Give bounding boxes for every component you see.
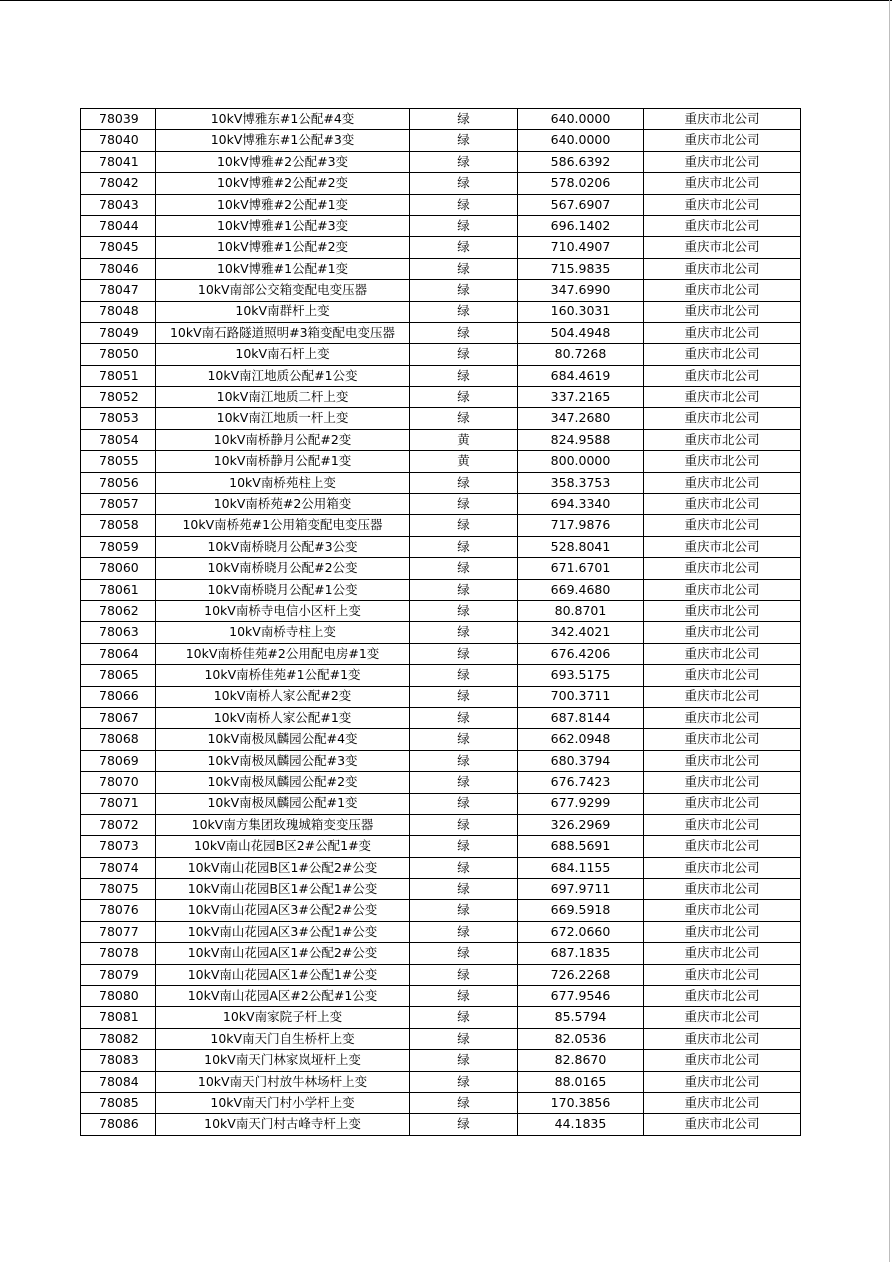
row-id-cell: 78061 — [81, 579, 156, 600]
company-cell: 重庆市北公司 — [644, 921, 801, 942]
table-row — [81, 836, 801, 857]
status-color-cell: 绿 — [410, 237, 518, 258]
row-id-cell: 78062 — [81, 600, 156, 621]
row-id-cell: 78053 — [81, 408, 156, 429]
table-row — [81, 451, 801, 472]
value-cell: 85.5794 — [518, 1007, 644, 1028]
company-cell: 重庆市北公司 — [644, 536, 801, 557]
status-color-cell: 绿 — [410, 600, 518, 621]
status-color-cell: 绿 — [410, 536, 518, 557]
value-cell: 44.1835 — [518, 1114, 644, 1135]
value-cell: 160.3031 — [518, 301, 644, 322]
company-cell: 重庆市北公司 — [644, 558, 801, 579]
value-cell: 640.0000 — [518, 130, 644, 151]
table-row — [81, 130, 801, 151]
table-row — [81, 365, 801, 386]
row-id-cell: 78050 — [81, 344, 156, 365]
company-cell: 重庆市北公司 — [644, 1071, 801, 1092]
value-cell: 710.4907 — [518, 237, 644, 258]
row-id-cell: 78069 — [81, 750, 156, 771]
row-id-cell: 78048 — [81, 301, 156, 322]
status-color-cell: 绿 — [410, 1071, 518, 1092]
status-color-cell: 绿 — [410, 750, 518, 771]
value-cell: 672.0660 — [518, 921, 644, 942]
row-id-cell: 78052 — [81, 387, 156, 408]
table-row — [81, 1050, 801, 1071]
status-color-cell: 绿 — [410, 515, 518, 536]
device-name-cell: 10kV博雅#1公配#2变 — [156, 237, 410, 258]
row-id-cell: 78044 — [81, 215, 156, 236]
value-cell: 662.0948 — [518, 729, 644, 750]
company-cell: 重庆市北公司 — [644, 1007, 801, 1028]
page-top-rule — [0, 0, 892, 1]
company-cell: 重庆市北公司 — [644, 772, 801, 793]
status-color-cell: 绿 — [410, 280, 518, 301]
value-cell: 82.8670 — [518, 1050, 644, 1071]
device-name-cell: 10kV南桥寺电信小区杆上变 — [156, 600, 410, 621]
status-color-cell: 绿 — [410, 558, 518, 579]
device-name-cell: 10kV南桥晓月公配#1公变 — [156, 579, 410, 600]
status-color-cell: 绿 — [410, 365, 518, 386]
row-id-cell: 78086 — [81, 1114, 156, 1135]
device-name-cell: 10kV博雅#1公配#1变 — [156, 258, 410, 279]
value-cell: 680.3794 — [518, 750, 644, 771]
row-id-cell: 78045 — [81, 237, 156, 258]
row-id-cell: 78057 — [81, 494, 156, 515]
table-row — [81, 429, 801, 450]
device-name-cell: 10kV博雅#2公配#3变 — [156, 151, 410, 172]
row-id-cell: 78079 — [81, 964, 156, 985]
device-name-cell: 10kV博雅东#1公配#4变 — [156, 109, 410, 130]
table-row — [81, 1114, 801, 1135]
device-name-cell: 10kV南山花园A区1#公配1#公变 — [156, 964, 410, 985]
value-cell: 671.6701 — [518, 558, 644, 579]
value-cell: 677.9299 — [518, 793, 644, 814]
status-color-cell: 黄 — [410, 451, 518, 472]
company-cell: 重庆市北公司 — [644, 814, 801, 835]
table-row — [81, 322, 801, 343]
row-id-cell: 78074 — [81, 857, 156, 878]
device-name-cell: 10kV南桥人家公配#1变 — [156, 707, 410, 728]
value-cell: 337.2165 — [518, 387, 644, 408]
value-cell: 82.0536 — [518, 1028, 644, 1049]
table-row — [81, 707, 801, 728]
row-id-cell: 78071 — [81, 793, 156, 814]
value-cell: 528.8041 — [518, 536, 644, 557]
device-name-cell: 10kV博雅#2公配#2变 — [156, 173, 410, 194]
status-color-cell: 绿 — [410, 622, 518, 643]
device-name-cell: 10kV南桥苑#2公用箱变 — [156, 494, 410, 515]
value-cell: 669.5918 — [518, 900, 644, 921]
company-cell: 重庆市北公司 — [644, 836, 801, 857]
company-cell: 重庆市北公司 — [644, 301, 801, 322]
row-id-cell: 78059 — [81, 536, 156, 557]
table-row — [81, 921, 801, 942]
status-color-cell: 绿 — [410, 301, 518, 322]
table-row — [81, 215, 801, 236]
table-body — [81, 109, 801, 1136]
row-id-cell: 78060 — [81, 558, 156, 579]
device-name-cell: 10kV南桥寺柱上变 — [156, 622, 410, 643]
status-color-cell: 绿 — [410, 151, 518, 172]
row-id-cell: 78055 — [81, 451, 156, 472]
row-id-cell: 78083 — [81, 1050, 156, 1071]
value-cell: 688.5691 — [518, 836, 644, 857]
table-row — [81, 237, 801, 258]
status-color-cell: 绿 — [410, 494, 518, 515]
device-name-cell: 10kV南天门自生桥杆上变 — [156, 1028, 410, 1049]
row-id-cell: 78067 — [81, 707, 156, 728]
status-color-cell: 绿 — [410, 879, 518, 900]
row-id-cell: 78070 — [81, 772, 156, 793]
company-cell: 重庆市北公司 — [644, 879, 801, 900]
status-color-cell: 绿 — [410, 814, 518, 835]
row-id-cell: 78081 — [81, 1007, 156, 1028]
value-cell: 715.9835 — [518, 258, 644, 279]
row-id-cell: 78078 — [81, 943, 156, 964]
status-color-cell: 绿 — [410, 130, 518, 151]
device-name-cell: 10kV南山花园A区#2公配#1公变 — [156, 986, 410, 1007]
table-row — [81, 857, 801, 878]
status-color-cell: 黄 — [410, 429, 518, 450]
company-cell: 重庆市北公司 — [644, 1028, 801, 1049]
value-cell: 687.1835 — [518, 943, 644, 964]
device-name-cell: 10kV南极凤麟园公配#4变 — [156, 729, 410, 750]
table-row — [81, 943, 801, 964]
table-row — [81, 301, 801, 322]
device-name-cell: 10kV南江地质一杆上变 — [156, 408, 410, 429]
table-row — [81, 579, 801, 600]
status-color-cell: 绿 — [410, 900, 518, 921]
device-name-cell: 10kV南山花园B区2#公配1#变 — [156, 836, 410, 857]
company-cell: 重庆市北公司 — [644, 1114, 801, 1135]
status-color-cell: 绿 — [410, 643, 518, 664]
table-row — [81, 109, 801, 130]
company-cell: 重庆市北公司 — [644, 793, 801, 814]
row-id-cell: 78066 — [81, 686, 156, 707]
company-cell: 重庆市北公司 — [644, 258, 801, 279]
page-right-edge — [889, 0, 890, 1262]
status-color-cell: 绿 — [410, 579, 518, 600]
device-name-cell: 10kV南群杆上变 — [156, 301, 410, 322]
table-row — [81, 772, 801, 793]
status-color-cell: 绿 — [410, 1007, 518, 1028]
company-cell: 重庆市北公司 — [644, 280, 801, 301]
status-color-cell: 绿 — [410, 793, 518, 814]
status-color-cell: 绿 — [410, 194, 518, 215]
table-row — [81, 986, 801, 1007]
table-row — [81, 280, 801, 301]
table-row — [81, 793, 801, 814]
device-name-cell: 10kV南桥人家公配#2变 — [156, 686, 410, 707]
table-row — [81, 472, 801, 493]
value-cell: 676.7423 — [518, 772, 644, 793]
value-cell: 676.4206 — [518, 643, 644, 664]
device-name-cell: 10kV南天门村小学杆上变 — [156, 1092, 410, 1113]
table-row — [81, 1028, 801, 1049]
row-id-cell: 78042 — [81, 173, 156, 194]
company-cell: 重庆市北公司 — [644, 451, 801, 472]
value-cell: 684.4619 — [518, 365, 644, 386]
device-name-cell: 10kV南山花园A区3#公配1#公变 — [156, 921, 410, 942]
table-row — [81, 814, 801, 835]
company-cell: 重庆市北公司 — [644, 579, 801, 600]
value-cell: 669.4680 — [518, 579, 644, 600]
company-cell: 重庆市北公司 — [644, 151, 801, 172]
device-name-cell: 10kV南江地质公配#1公变 — [156, 365, 410, 386]
row-id-cell: 78056 — [81, 472, 156, 493]
value-cell: 800.0000 — [518, 451, 644, 472]
row-id-cell: 78073 — [81, 836, 156, 857]
table-row — [81, 600, 801, 621]
value-cell: 326.2969 — [518, 814, 644, 835]
company-cell: 重庆市北公司 — [644, 857, 801, 878]
device-name-cell: 10kV南极凤麟园公配#1变 — [156, 793, 410, 814]
company-cell: 重庆市北公司 — [644, 194, 801, 215]
row-id-cell: 78085 — [81, 1092, 156, 1113]
company-cell: 重庆市北公司 — [644, 344, 801, 365]
row-id-cell: 78080 — [81, 986, 156, 1007]
value-cell: 640.0000 — [518, 109, 644, 130]
status-color-cell: 绿 — [410, 707, 518, 728]
device-name-cell: 10kV南桥苑#1公用箱变配电变压器 — [156, 515, 410, 536]
device-name-cell: 10kV南石杆上变 — [156, 344, 410, 365]
status-color-cell: 绿 — [410, 258, 518, 279]
status-color-cell: 绿 — [410, 472, 518, 493]
table-row — [81, 558, 801, 579]
table-row — [81, 494, 801, 515]
company-cell: 重庆市北公司 — [644, 322, 801, 343]
status-color-cell: 绿 — [410, 215, 518, 236]
company-cell: 重庆市北公司 — [644, 215, 801, 236]
row-id-cell: 78068 — [81, 729, 156, 750]
row-id-cell: 78075 — [81, 879, 156, 900]
device-name-cell: 10kV南山花园A区3#公配2#公变 — [156, 900, 410, 921]
company-cell: 重庆市北公司 — [644, 900, 801, 921]
row-id-cell: 78063 — [81, 622, 156, 643]
status-color-cell: 绿 — [410, 1050, 518, 1071]
row-id-cell: 78072 — [81, 814, 156, 835]
table-row — [81, 665, 801, 686]
device-name-cell: 10kV南天门村放牛林场杆上变 — [156, 1071, 410, 1092]
value-cell: 726.2268 — [518, 964, 644, 985]
row-id-cell: 78084 — [81, 1071, 156, 1092]
value-cell: 717.9876 — [518, 515, 644, 536]
device-name-cell: 10kV南极凤麟园公配#3变 — [156, 750, 410, 771]
device-name-cell: 10kV南方集团玫瑰城箱变变压器 — [156, 814, 410, 835]
table-row — [81, 344, 801, 365]
table-row — [81, 622, 801, 643]
value-cell: 88.0165 — [518, 1071, 644, 1092]
table-row — [81, 643, 801, 664]
row-id-cell: 78082 — [81, 1028, 156, 1049]
value-cell: 80.7268 — [518, 344, 644, 365]
status-color-cell: 绿 — [410, 173, 518, 194]
table-row — [81, 515, 801, 536]
company-cell: 重庆市北公司 — [644, 964, 801, 985]
company-cell: 重庆市北公司 — [644, 1050, 801, 1071]
value-cell: 700.3711 — [518, 686, 644, 707]
value-cell: 504.4948 — [518, 322, 644, 343]
device-name-cell: 10kV博雅#1公配#3变 — [156, 215, 410, 236]
status-color-cell: 绿 — [410, 921, 518, 942]
company-cell: 重庆市北公司 — [644, 365, 801, 386]
device-name-cell: 10kV南石路隧道照明#3箱变配电变压器 — [156, 322, 410, 343]
row-id-cell: 78046 — [81, 258, 156, 279]
company-cell: 重庆市北公司 — [644, 494, 801, 515]
status-color-cell: 绿 — [410, 686, 518, 707]
value-cell: 677.9546 — [518, 986, 644, 1007]
status-color-cell: 绿 — [410, 387, 518, 408]
device-name-cell: 10kV南桥静月公配#2变 — [156, 429, 410, 450]
value-cell: 586.6392 — [518, 151, 644, 172]
device-name-cell: 10kV南江地质二杆上变 — [156, 387, 410, 408]
table-row — [81, 258, 801, 279]
row-id-cell: 78040 — [81, 130, 156, 151]
table-row — [81, 879, 801, 900]
status-color-cell: 绿 — [410, 729, 518, 750]
table-row — [81, 1071, 801, 1092]
value-cell: 80.8701 — [518, 600, 644, 621]
status-color-cell: 绿 — [410, 772, 518, 793]
table-row — [81, 387, 801, 408]
table-row — [81, 750, 801, 771]
status-color-cell: 绿 — [410, 408, 518, 429]
status-color-cell: 绿 — [410, 964, 518, 985]
company-cell: 重庆市北公司 — [644, 130, 801, 151]
table-row — [81, 686, 801, 707]
company-cell: 重庆市北公司 — [644, 643, 801, 664]
company-cell: 重庆市北公司 — [644, 707, 801, 728]
company-cell: 重庆市北公司 — [644, 472, 801, 493]
company-cell: 重庆市北公司 — [644, 173, 801, 194]
value-cell: 824.9588 — [518, 429, 644, 450]
value-cell: 567.6907 — [518, 194, 644, 215]
company-cell: 重庆市北公司 — [644, 943, 801, 964]
company-cell: 重庆市北公司 — [644, 429, 801, 450]
value-cell: 687.8144 — [518, 707, 644, 728]
device-name-cell: 10kV博雅东#1公配#3变 — [156, 130, 410, 151]
device-name-cell: 10kV南家院子杆上变 — [156, 1007, 410, 1028]
device-name-cell: 10kV南山花园B区1#公配1#公变 — [156, 879, 410, 900]
device-name-cell: 10kV南天门村古峰寺杆上变 — [156, 1114, 410, 1135]
status-color-cell: 绿 — [410, 986, 518, 1007]
status-color-cell: 绿 — [410, 344, 518, 365]
table-row — [81, 536, 801, 557]
row-id-cell: 78064 — [81, 643, 156, 664]
device-name-cell: 10kV南桥晓月公配#3公变 — [156, 536, 410, 557]
value-cell: 347.2680 — [518, 408, 644, 429]
row-id-cell: 78058 — [81, 515, 156, 536]
status-color-cell: 绿 — [410, 109, 518, 130]
table-row — [81, 900, 801, 921]
row-id-cell: 78049 — [81, 322, 156, 343]
table-row — [81, 729, 801, 750]
row-id-cell: 78047 — [81, 280, 156, 301]
company-cell: 重庆市北公司 — [644, 665, 801, 686]
value-cell: 697.9711 — [518, 879, 644, 900]
company-cell: 重庆市北公司 — [644, 387, 801, 408]
value-cell: 170.3856 — [518, 1092, 644, 1113]
transformer-table — [80, 108, 801, 1136]
device-name-cell: 10kV博雅#2公配#1变 — [156, 194, 410, 215]
company-cell: 重庆市北公司 — [644, 408, 801, 429]
status-color-cell: 绿 — [410, 1028, 518, 1049]
table-row — [81, 1007, 801, 1028]
value-cell: 578.0206 — [518, 173, 644, 194]
company-cell: 重庆市北公司 — [644, 237, 801, 258]
value-cell: 684.1155 — [518, 857, 644, 878]
row-id-cell: 78051 — [81, 365, 156, 386]
device-name-cell: 10kV南极凤麟园公配#2变 — [156, 772, 410, 793]
company-cell: 重庆市北公司 — [644, 600, 801, 621]
row-id-cell: 78043 — [81, 194, 156, 215]
row-id-cell: 78077 — [81, 921, 156, 942]
value-cell: 342.4021 — [518, 622, 644, 643]
company-cell: 重庆市北公司 — [644, 1092, 801, 1113]
company-cell: 重庆市北公司 — [644, 515, 801, 536]
company-cell: 重庆市北公司 — [644, 622, 801, 643]
table-row — [81, 1092, 801, 1113]
status-color-cell: 绿 — [410, 943, 518, 964]
device-name-cell: 10kV南天门林家岚垭杆上变 — [156, 1050, 410, 1071]
value-cell: 694.3340 — [518, 494, 644, 515]
value-cell: 358.3753 — [518, 472, 644, 493]
status-color-cell: 绿 — [410, 836, 518, 857]
row-id-cell: 78054 — [81, 429, 156, 450]
company-cell: 重庆市北公司 — [644, 109, 801, 130]
company-cell: 重庆市北公司 — [644, 750, 801, 771]
device-name-cell: 10kV南山花园A区1#公配2#公变 — [156, 943, 410, 964]
device-name-cell: 10kV南桥佳苑#1公配#1变 — [156, 665, 410, 686]
status-color-cell: 绿 — [410, 857, 518, 878]
table-row — [81, 408, 801, 429]
status-color-cell: 绿 — [410, 1092, 518, 1113]
status-color-cell: 绿 — [410, 665, 518, 686]
row-id-cell: 78065 — [81, 665, 156, 686]
table-row — [81, 964, 801, 985]
value-cell: 696.1402 — [518, 215, 644, 236]
status-color-cell: 绿 — [410, 1114, 518, 1135]
table-row — [81, 151, 801, 172]
company-cell: 重庆市北公司 — [644, 729, 801, 750]
table-row — [81, 173, 801, 194]
device-name-cell: 10kV南山花园B区1#公配2#公变 — [156, 857, 410, 878]
device-name-cell: 10kV南桥苑柱上变 — [156, 472, 410, 493]
row-id-cell: 78039 — [81, 109, 156, 130]
value-cell: 347.6990 — [518, 280, 644, 301]
value-cell: 693.5175 — [518, 665, 644, 686]
device-name-cell: 10kV南桥静月公配#1变 — [156, 451, 410, 472]
row-id-cell: 78076 — [81, 900, 156, 921]
table-row — [81, 194, 801, 215]
device-name-cell: 10kV南部公交箱变配电变压器 — [156, 280, 410, 301]
row-id-cell: 78041 — [81, 151, 156, 172]
company-cell: 重庆市北公司 — [644, 986, 801, 1007]
status-color-cell: 绿 — [410, 322, 518, 343]
device-name-cell: 10kV南桥晓月公配#2公变 — [156, 558, 410, 579]
company-cell: 重庆市北公司 — [644, 686, 801, 707]
device-name-cell: 10kV南桥佳苑#2公用配电房#1变 — [156, 643, 410, 664]
